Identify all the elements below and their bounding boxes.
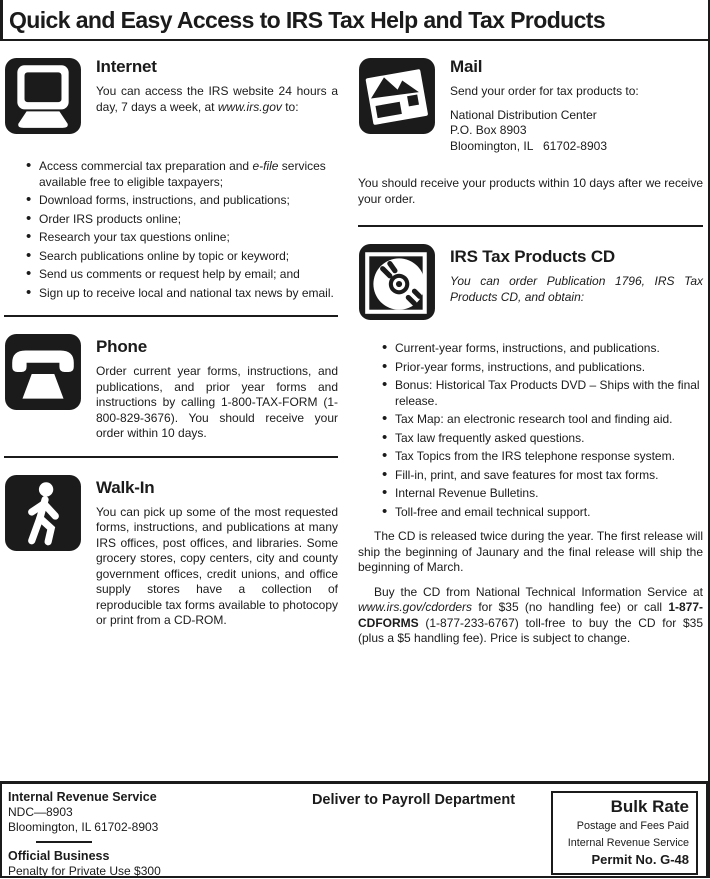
phone-text [96, 333, 338, 442]
cd-bullet-list [382, 341, 703, 520]
page-title: Quick and Easy Access to IRS Tax Help and Tax Products [9, 7, 606, 33]
walkin-heading: Walk-In [96, 477, 155, 497]
mail-section [358, 57, 703, 154]
irs-url: www.irs.gov [217, 99, 282, 114]
irs-label: Internal Revenue Service [567, 836, 689, 849]
internet-text [96, 57, 338, 135]
permit-number: Permit No. G-48 [591, 852, 689, 867]
official-business: Official Business [8, 849, 110, 863]
internet-heading: Internet [96, 57, 157, 76]
bulk-rate-label: Bulk Rate [610, 797, 689, 816]
list-item: • Toll-free and email technical support. [382, 505, 703, 521]
mail-intro: Send your order for tax products to: [450, 84, 639, 98]
list-item: • Fill-in, print, and save features for most tax forms. [382, 468, 703, 484]
cd-intro: You can order Publication 1796, IRS Tax Products CD, and obtain: [450, 274, 703, 304]
envelope-icon [358, 57, 436, 135]
left-column [0, 41, 352, 629]
section-divider [358, 225, 703, 227]
sender-block [8, 790, 276, 879]
phone-body: Order current year forms, instructions, and publications, and prior year forms and instructions by calling 1-800-TAX-FORM (1-800-829-3676). You should receive your order within 10 days. [96, 364, 338, 440]
list-item: • Current-year forms, instructions, and publications. [382, 341, 703, 357]
list-item: • Send us comments or request help by email; and [26, 267, 338, 283]
deliver-to-label: Deliver to Payroll Department [311, 792, 516, 808]
list-item: • Search publications online by topic or keyword; [26, 249, 338, 265]
cd-text [450, 243, 703, 321]
cd-disc-icon [358, 243, 436, 321]
list-item: • Bonus: Historical Tax Products DVD – Ships with the final release. [382, 378, 703, 409]
address-line: P.O. Box 8903 [450, 123, 527, 137]
phone-heading: Phone [96, 337, 147, 356]
section-divider [4, 315, 338, 317]
walkin-body: You can pick up some of the most requested forms, instructions, and publications at many IRS offices, post offices, and libraries. Some grocery stores, copy centers, city and county government offices, credit unions, and office supply stores have a collection of reproducible tax forms available to photocopy or print from a CD-ROM. [96, 504, 338, 627]
bulk-rate-box [551, 791, 698, 875]
mail-heading: Mail [450, 57, 483, 76]
right-column [352, 41, 708, 647]
mail-address [450, 108, 639, 155]
cd-section [358, 243, 703, 321]
list-item: • Prior-year forms, instructions, and publications. [382, 360, 703, 376]
cdforms-number: 1-877-CDFORMS [358, 600, 703, 630]
mailing-footer [0, 781, 708, 878]
list-item: • Tax law frequently asked questions. [382, 431, 703, 447]
walkin-section [4, 474, 338, 629]
list-item: • Sign up to receive local and national tax news by email. [26, 286, 338, 302]
content-columns [0, 41, 708, 647]
list-item: • Download forms, instructions, and publications; [26, 193, 338, 209]
mail-note: You should receive your products within 10 days after we receive your order. [358, 176, 703, 206]
list-item: • Access commercial tax preparation and e-file services available free to eligible taxpayers; [26, 159, 338, 190]
internet-section [4, 57, 338, 135]
computer-icon [4, 57, 82, 135]
postage-paid-label: Postage and Fees Paid [576, 820, 689, 832]
cd-heading: IRS Tax Products CD [450, 247, 615, 266]
phone-section [4, 333, 338, 442]
list-item: • Order IRS products online; [26, 212, 338, 228]
sender-ndc: NDC—8903 [8, 805, 73, 819]
sender-divider [36, 841, 92, 843]
list-item: • Internal Revenue Bulletins. [382, 486, 703, 502]
list-item: • Tax Topics from the IRS telephone response system. [382, 449, 703, 465]
list-item: • Tax Map: an electronic research tool and finding aid. [382, 412, 703, 428]
walking-person-icon [4, 474, 82, 552]
internet-intro: You can access the IRS website 24 hours a day, 7 days a week, at www.irs.gov to: [96, 84, 338, 114]
address-line: Bloomington, IL 61702-8903 [450, 138, 608, 153]
sender-name: Internal Revenue Service [8, 790, 157, 804]
sender-city: Bloomington, IL 61702-8903 [8, 820, 159, 834]
list-item: • Research your tax questions online; [26, 230, 338, 246]
address-line: National Distribution Center [450, 107, 597, 122]
walkin-text [96, 474, 338, 629]
telephone-icon [4, 333, 82, 411]
penalty-notice: Penalty for Private Use $300 [8, 864, 161, 878]
section-divider [4, 456, 338, 458]
cdorders-url: www.irs.gov/cdorders [358, 600, 473, 614]
mail-text [450, 57, 639, 154]
internet-bullet-list [26, 159, 338, 301]
page-header [0, 0, 708, 41]
cd-release-paragraph: The CD is released twice during the year. The first release will ship the beginning of Jaunary and the final release will ship the beginning of March. [358, 529, 703, 574]
cd-buy-paragraph: Buy the CD from National Technical Information Service at www.irs.gov/cdorders for $35 (no handling fee) or call 1-877-CDFORMS (1-877-233-6767) toll-free to buy the CD for $35 (plus a $5 handling fee). Price is subject to change. [358, 584, 703, 645]
